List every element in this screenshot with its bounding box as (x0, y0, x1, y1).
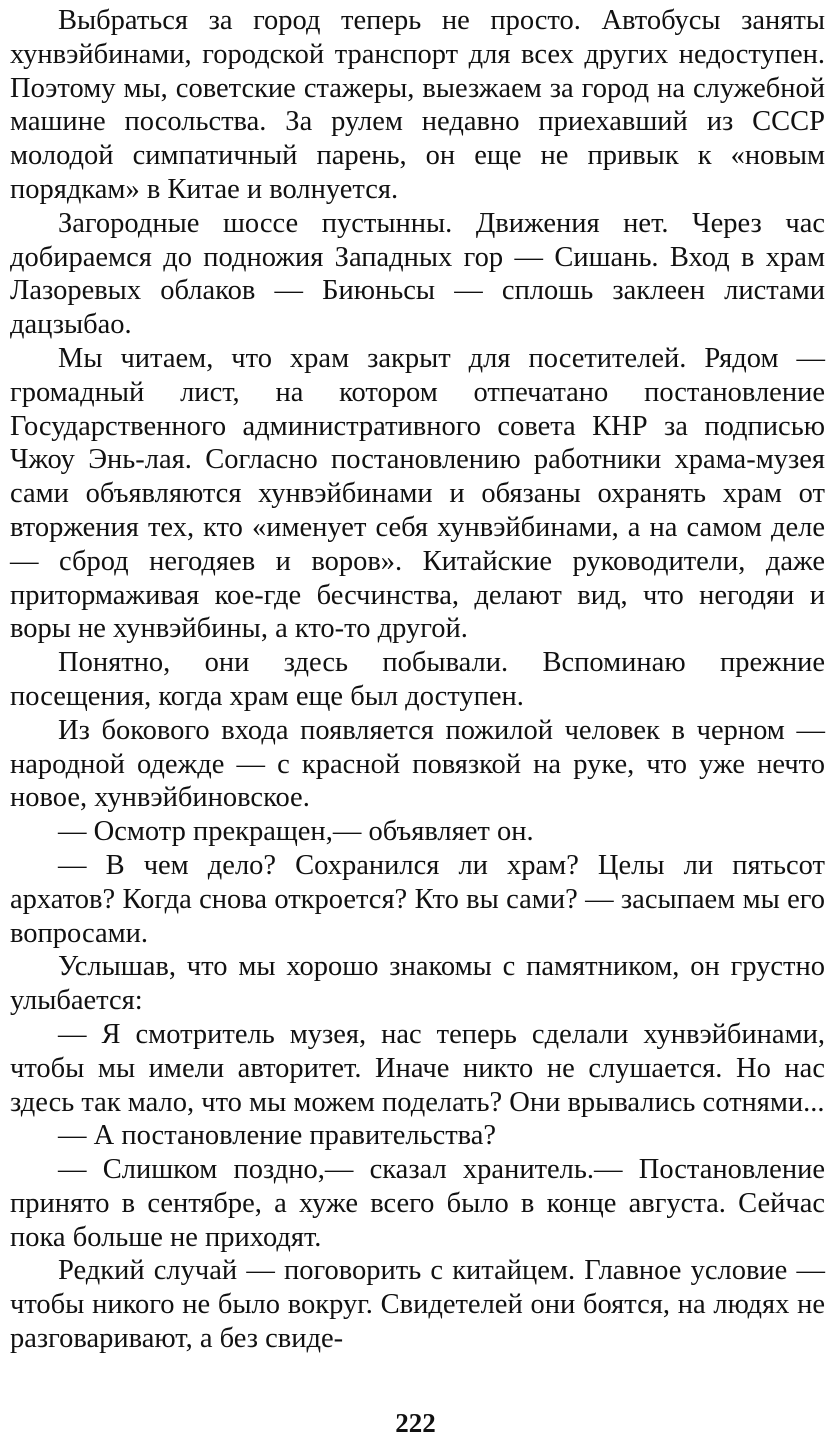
page-number: 222 (395, 1408, 436, 1438)
paragraph: Мы читаем, что храм закрыт для посетителей. Рядом — громадный лист, на котором отпечатано постановление Государственного административного совета КНР за подписью Чжоу Энь-лая. Согласно постановлению работники храма-музея сами объявляются хунвэйбинами и обязаны охранять храм от вторжения тех, кто «именует себя хунвэйбинами, а на самом деле — сброд негодяев и воров». Китайские руководители, даже притормаживая кое-где бесчинства, делают вид, что негодяи и воры не хунвэйбины, а кто-то другой. (10, 342, 825, 645)
paragraph: — А постановление правительства? (58, 1120, 497, 1152)
paragraph: Редкий случай — поговорить с китайцем. Главное условие — чтобы никого не было вокруг. Свидетелей они боятся, на людях не разговаривают, а без свиде- (10, 1255, 825, 1355)
paragraph: — Осмотр прекращен,— объявляет он. (58, 816, 534, 848)
paragraph: Выбраться за город теперь не просто. Автобусы заняты хунвэйбинами, городской транспорт для всех других недоступен. Поэтому мы, советские стажеры, выезжаем за город на служебной машине посольства. За рулем недавно приехавший из СССР молодой симпатичный парень, он еще не привык к «новым порядкам» в Китае и волнуется. (10, 5, 825, 205)
paragraph: — Слишком поздно,— сказал хранитель.— Постановление принято в сентябре, а хуже всего было в конце августа. Сейчас пока больше не приходят. (10, 1154, 825, 1253)
paragraph: Услышав, что мы хорошо знакомы с памятником, он грустно улыбается: (10, 951, 825, 1017)
page-text (10, 4, 825, 1356)
paragraph: Из бокового входа появляется пожилой человек в черном — народной одежде — с красной повязкой на руке, что уже нечто новое, хунвэйбиновское. (10, 714, 825, 814)
paragraph: — Я смотритель музея, нас теперь сделали хунвэйбинами, чтобы мы имели авторитет. Иначе никто не слушается. Но нас здесь так мало, что мы можем поделать? Они врывались сотнями... (10, 1018, 825, 1118)
paragraph: Понятно, они здесь побывали. Вспоминаю прежние посещения, когда храм еще был доступен. (10, 647, 825, 712)
paragraph: Загородные шоссе пустынны. Движения нет. Через час добираемся до подножия Западных гор — Сишань. Вход в храм Лазоревых облаков — Биюньсы — сплошь заклеен листами дацзыбао. (10, 207, 825, 341)
paragraph: — В чем дело? Сохранился ли храм? Целы ли пятьсот архатов? Когда снова откроется? Кто вы сами? — засыпаем мы его вопросами. (10, 849, 825, 949)
